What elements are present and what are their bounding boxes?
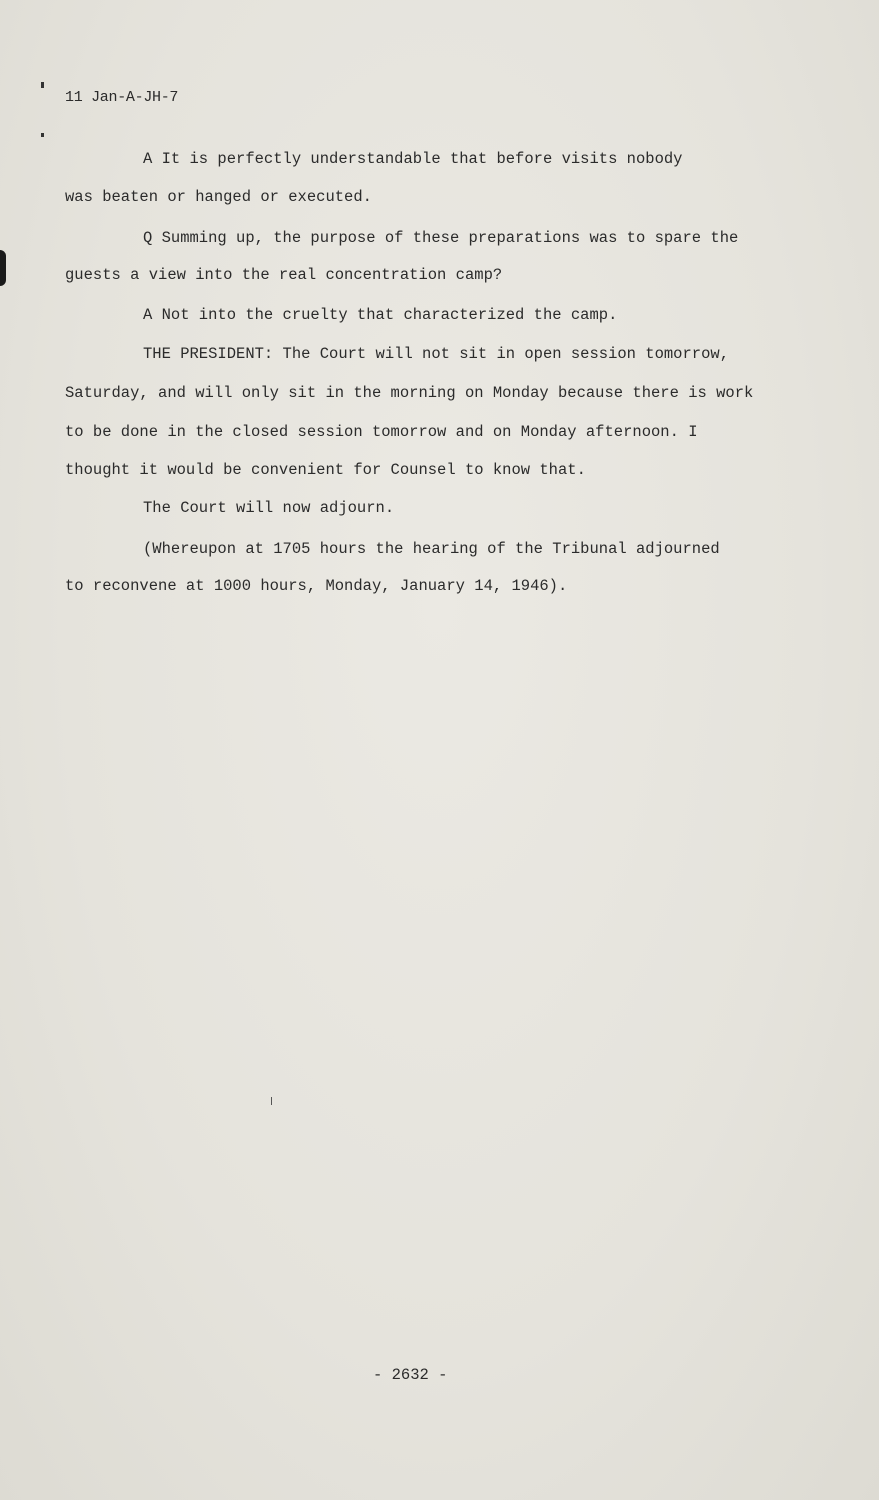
text-line: to be done in the closed session tomorrow and on Monday afternoon. I (65, 423, 698, 441)
text-line: THE PRESIDENT: The Court will not sit in open session tomorrow, (143, 345, 729, 363)
text-line: was beaten or hanged or executed. (65, 188, 372, 206)
binding-mark (41, 133, 44, 137)
page-edge-mark (0, 250, 6, 286)
text-line: A Not into the cruelty that characterized the camp. (143, 306, 618, 324)
page-number: - 2632 - (373, 1366, 448, 1384)
text-line: The Court will now adjourn. (143, 499, 395, 517)
text-line: (Whereupon at 1705 hours the hearing of the Tribunal adjourned (143, 540, 720, 558)
binding-mark (41, 82, 44, 88)
text-line: to reconvene at 1000 hours, Monday, January 14, 1946). (65, 577, 568, 595)
text-line: Q Summing up, the purpose of these preparations was to spare the (143, 229, 739, 247)
text-line: guests a view into the real concentration camp? (65, 266, 503, 284)
text-line: Saturday, and will only sit in the morning on Monday because there is work (65, 384, 754, 402)
text-line: thought it would be convenient for Counsel to know that. (65, 461, 586, 479)
document-reference: 11 Jan-A-JH-7 (65, 89, 179, 106)
paper-speck (271, 1097, 272, 1105)
text-line: A It is perfectly understandable that before visits nobody (143, 150, 683, 168)
